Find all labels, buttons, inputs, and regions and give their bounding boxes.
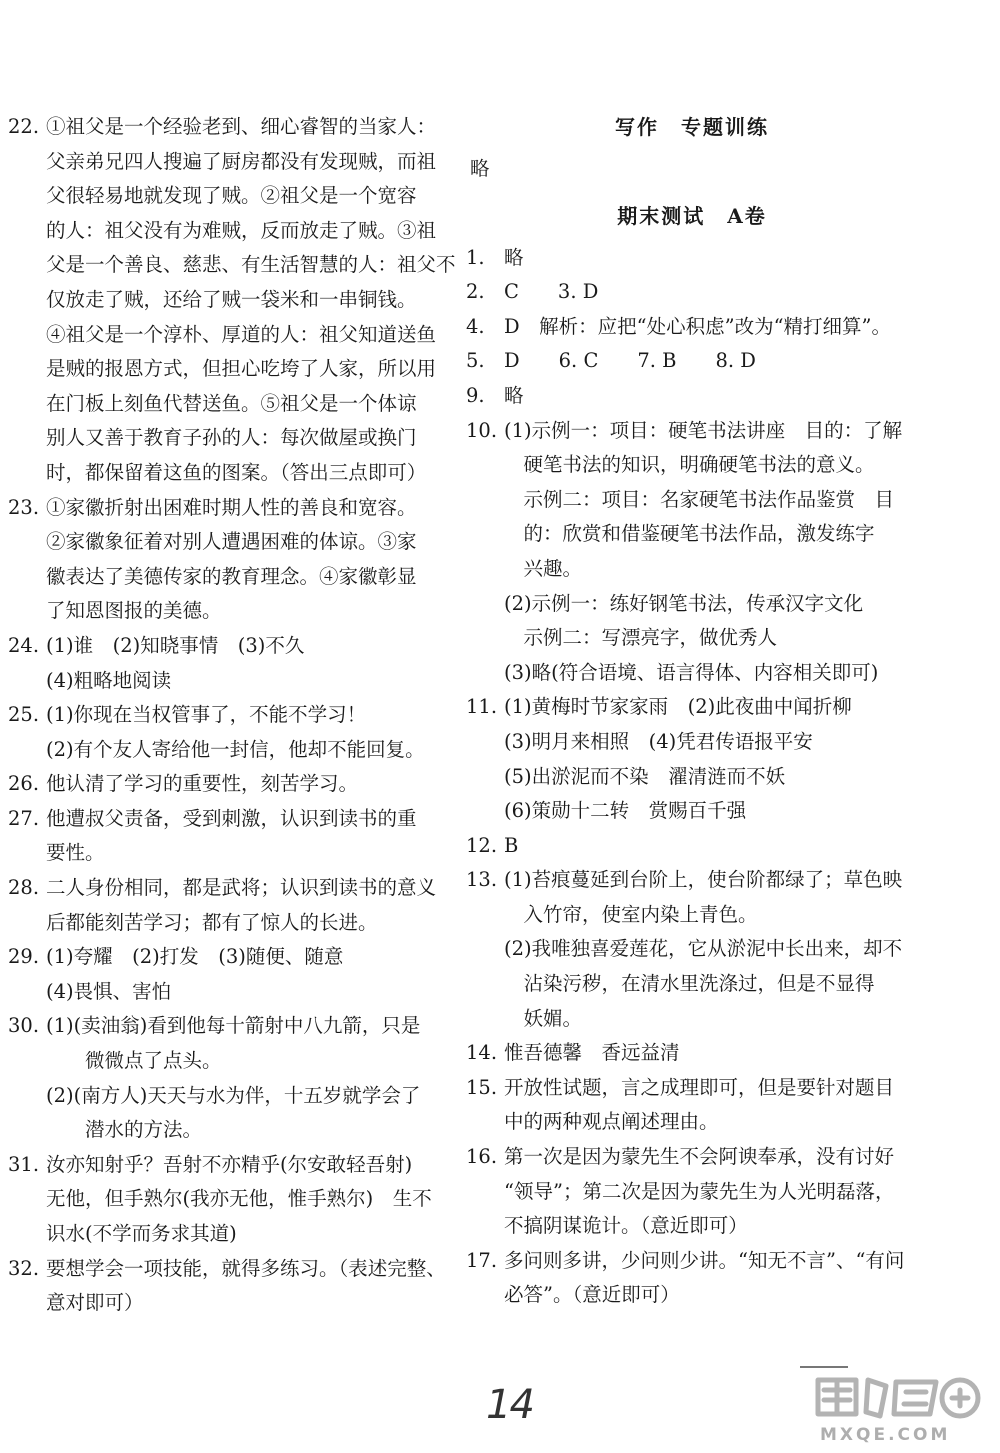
answer-line: 了知恩图报的美德。 xyxy=(46,599,222,623)
svg-text:MXQE.COM: MXQE.COM xyxy=(820,1425,951,1445)
answer-number: 2. xyxy=(466,280,485,304)
answer-number: 4. xyxy=(466,314,485,338)
answer-number: 17. xyxy=(466,1248,498,1272)
answer-item xyxy=(8,1252,448,1321)
answer-line: 微微点了点头。 xyxy=(46,1049,222,1073)
answer-line: B xyxy=(504,833,519,857)
answer-number: 32. xyxy=(8,1256,40,1280)
answer-line: (2)(南方人)天天与水为伴，十五岁就学会了 xyxy=(46,1083,421,1107)
answer-line: 兴趣。 xyxy=(504,556,583,580)
answer-line: 时，都保留着这鱼的图案。（答出三点即可） xyxy=(46,460,427,484)
answer-item xyxy=(8,629,448,698)
answer-item xyxy=(466,241,918,276)
answer-item xyxy=(466,275,918,310)
answer-line: 仅放走了贼，还给了贼一袋米和一串铜钱。 xyxy=(46,287,417,311)
answer-line: 示例二：写漂亮字，做优秀人 xyxy=(504,626,778,650)
answer-line: 不搞阴谋诡计。（意近即可） xyxy=(504,1214,748,1238)
answer-number: 15. xyxy=(466,1075,498,1099)
answer-line: 入竹帘，使室内染上青色。 xyxy=(504,902,758,926)
answer-item xyxy=(466,690,918,828)
answer-line: 开放性试题，言之成理即可，但是要针对题目 xyxy=(504,1075,895,1099)
answer-item xyxy=(466,310,918,345)
answer-line: 在门板上刻鱼代替送鱼。⑤祖父是一个体谅 xyxy=(46,391,417,415)
answer-item xyxy=(8,802,448,871)
answer-item xyxy=(8,767,448,802)
answer-item xyxy=(8,871,448,940)
answer-line: (1)(卖油翁)看到他每十箭射中八九箭，只是 xyxy=(46,1014,421,1038)
answer-line: (4)粗略地阅读 xyxy=(46,668,172,692)
answer-item xyxy=(466,344,918,379)
answer-line: 第一次是因为蒙先生不会阿谀奉承，没有讨好 xyxy=(504,1145,895,1169)
answer-item xyxy=(466,1071,918,1140)
answer-number: 5. xyxy=(466,349,485,373)
answer-line: ④祖父是一个淳朴、厚道的人：祖父知道送鱼 xyxy=(46,322,437,346)
answer-item xyxy=(8,110,456,491)
answer-item xyxy=(466,1140,918,1244)
answer-item xyxy=(8,1148,448,1252)
answer-number: 12. xyxy=(466,833,498,857)
answer-line: 父是一个善良、慈悲、有生活智慧的人：祖父不 xyxy=(46,253,456,277)
answer-line: 后都能刻苦学习；都有了惊人的长进。 xyxy=(46,910,378,934)
answer-line: (2)示例一：练好钢笔书法，传承汉字文化 xyxy=(504,591,864,615)
section-heading-final-test: 期末测试 A卷 xyxy=(617,203,767,228)
answer-number: 30. xyxy=(8,1014,40,1038)
answer-line: 二人身份相同，都是武将；认识到读书的意义 xyxy=(46,876,437,900)
answer-line: 父亲弟兄四人搜遍了厨房都没有发现贼，而祖 xyxy=(46,149,437,173)
answer-item xyxy=(466,1036,918,1071)
answer-line: D 6. C 7. B 8. D xyxy=(504,349,756,373)
answer-line: 略 xyxy=(504,245,524,269)
answer-line: 是贼的报恩方式，但担心吃垮了人家，所以用 xyxy=(46,357,437,381)
answer-line: “领导”；第二次是因为蒙先生为人光明磊落， xyxy=(504,1179,895,1203)
right-column xyxy=(466,110,918,1313)
answer-line: 别人又善于教育子孙的人：每次做屋或换门 xyxy=(46,426,417,450)
answer-number: 16. xyxy=(466,1145,498,1169)
left-column xyxy=(8,110,456,1321)
answer-line: 示例二：项目：名家硬笔书法作品鉴赏 目 xyxy=(504,487,895,511)
answer-line: 硬笔书法的知识，明确硬笔书法的意义。 xyxy=(504,453,875,477)
answer-line: 的人：祖父没有为难贼，反而放走了贼。③祖 xyxy=(46,218,437,242)
answer-line: C 3. D xyxy=(504,280,599,304)
answer-line: 汝亦知射乎？吾射不亦精乎(尔安敢轻吾射) xyxy=(46,1152,413,1176)
answer-item xyxy=(8,1009,448,1147)
answer-line: (1)黄梅时节家家雨 (2)此夜曲中闻折柳 xyxy=(504,695,852,719)
answer-line: (5)出淤泥而不染 濯清涟而不妖 xyxy=(504,764,786,788)
answer-item xyxy=(466,379,918,414)
answer-item xyxy=(466,1244,918,1313)
answer-item xyxy=(8,698,448,767)
section-heading-writing: 写作 专题训练 xyxy=(615,115,769,139)
answer-line: (2)有个友人寄给他一封信，他却不能回复。 xyxy=(46,737,425,761)
final-test-answers xyxy=(466,241,918,1313)
answer-line: (1)谁 (2)知晓事情 (3)不久 xyxy=(46,633,305,657)
answer-number: 23. xyxy=(8,495,40,519)
answer-number: 28. xyxy=(8,876,40,900)
answer-number: 31. xyxy=(8,1152,40,1176)
answer-line: 妖媚。 xyxy=(504,1006,583,1030)
answer-line: (1)苔痕蔓延到台阶上，使台阶都绿了；草色映 xyxy=(504,868,903,892)
answer-number: 9. xyxy=(466,383,485,407)
answer-number: 24. xyxy=(8,633,40,657)
answer-number: 14. xyxy=(466,1041,498,1065)
answer-number: 27. xyxy=(8,806,40,830)
answer-number: 1. xyxy=(466,245,485,269)
answer-line: 他遭叔父责备，受到刺激，认识到读书的重 xyxy=(46,806,417,830)
answer-item xyxy=(8,940,448,1009)
answer-line: ①祖父是一个经验老到、细心睿智的当家人： xyxy=(46,115,437,138)
answer-line: 识水(不学而务求其道) xyxy=(46,1222,237,1245)
answer-line: 潜水的方法。 xyxy=(46,1118,203,1142)
answer-item xyxy=(8,491,448,629)
answer-line: (1)示例一：项目：硬笔书法讲座 目的：了解 xyxy=(504,418,903,442)
answer-line: 徽表达了美德传家的教育理念。④家徽彰显 xyxy=(46,564,417,588)
answer-line: 略 xyxy=(504,383,524,407)
answer-line: (6)策勋十二转 赏赐百千强 xyxy=(504,799,747,823)
answer-number: 11. xyxy=(466,695,498,719)
answer-item xyxy=(466,414,918,691)
answer-line: 他认清了学习的重要性，刻苦学习。 xyxy=(46,772,359,796)
answer-line: ②家徽象征着对别人遭遇困难的体谅。③家 xyxy=(46,530,417,554)
answer-line: (3)明月来相照 (4)凭君传语报平安 xyxy=(504,729,813,753)
answer-line: D 解析：应把“处心积虑”改为“精打细算”。 xyxy=(504,314,892,338)
answer-line: 沾染污秽，在清水里洗涤过，但是不显得 xyxy=(504,972,875,996)
answer-line: ①家徽折射出困难时期人性的善良和宽容。 xyxy=(46,495,417,519)
answer-line: (4)畏惧、害怕 xyxy=(46,979,172,1003)
answer-number: 13. xyxy=(466,868,498,892)
answer-line: 无他，但手熟尔(我亦无他，惟手熟尔) 生不 xyxy=(46,1187,432,1211)
answer-line: (3)略(符合语境、语言得体、内容相关即可) xyxy=(504,660,879,684)
handwritten-page-number: 14 xyxy=(486,1382,533,1428)
answer-line: 要想学会一项技能，就得多练习。（表述完整、 xyxy=(46,1256,446,1280)
answer-line: 意对即可） xyxy=(46,1291,144,1315)
answer-number: 10. xyxy=(466,418,498,442)
answer-line: 惟吾德馨 香远益清 xyxy=(504,1041,680,1065)
writing-answer: 略 xyxy=(470,157,490,180)
answer-line: 中的两种观点阐述理由。 xyxy=(504,1110,719,1134)
watermark-logo-icon xyxy=(806,1368,986,1446)
answer-number: 29. xyxy=(8,945,40,969)
answer-item xyxy=(466,829,918,864)
answer-number: 26. xyxy=(8,772,40,796)
answer-line: 的：欣赏和借鉴硬笔书法作品，激发练字 xyxy=(504,522,875,546)
answer-line: (1)夸耀 (2)打发 (3)随便、随意 xyxy=(46,945,344,969)
answer-item xyxy=(466,863,918,1036)
answer-line: (2)我唯独喜爱莲花，它从淤泥中长出来，却不 xyxy=(504,937,903,961)
answer-line: 多问则多讲，少问则少讲。“知无不言”、“有问 xyxy=(504,1248,905,1272)
answer-number: 22. xyxy=(8,115,40,138)
answer-line: (1)你现在当权管事了，不能不学习！ xyxy=(46,703,367,727)
answer-line: 必答”。（意近即可） xyxy=(504,1283,680,1307)
answer-line: 要性。 xyxy=(46,841,105,865)
answer-line: 父很轻易地就发现了贼。②祖父是一个宽容 xyxy=(46,184,417,208)
answer-number: 25. xyxy=(8,703,40,727)
